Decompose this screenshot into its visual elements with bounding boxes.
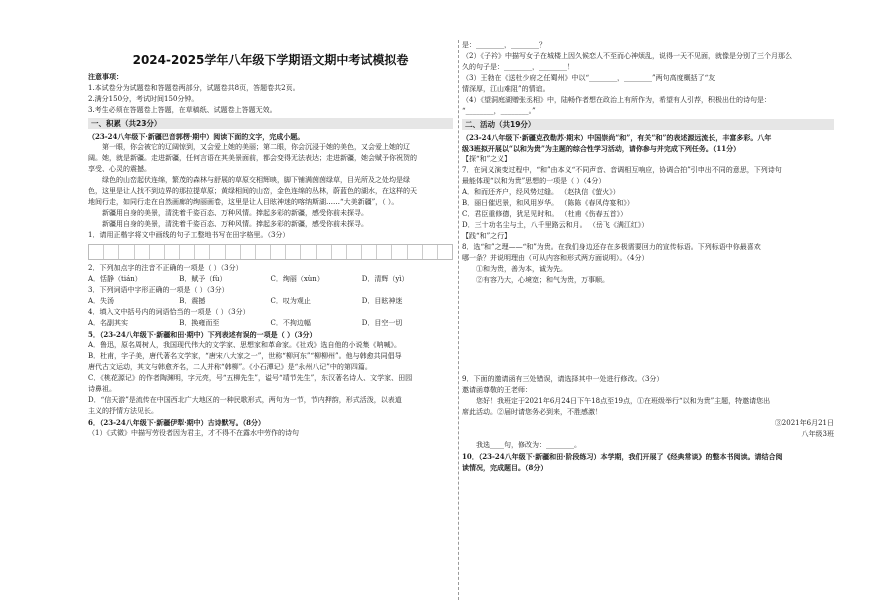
note-item: 2.满分150分，考试时间150分钟。: [88, 95, 199, 103]
option[interactable]: D．目眩神迷: [361, 297, 403, 305]
answer-space[interactable]: [462, 286, 834, 374]
question: 10．（23-24八年级下·新疆和田·阶段练习）本学期，我们开展了《经典常谈》的整本书阅读。请结合阅: [462, 452, 783, 461]
grid-cell[interactable]: [180, 245, 195, 259]
letter-body: 席此活动。②届时请您务必到来，不胜感激！: [462, 408, 602, 416]
option-line[interactable]: D．三十功名尘与土，八千里路云和月。 （岳飞《满江红》）: [462, 221, 649, 229]
option[interactable]: B．换雍而至: [179, 319, 220, 327]
option-line: D．“信天游”是流传在中国西北广大地区的一种民歌形式，两句为一节，节内押韵，形式活泼，以表道: [88, 396, 402, 404]
grid-cell[interactable]: [423, 245, 438, 259]
grid-cell[interactable]: [226, 245, 241, 259]
question: 哪一条？并说明理由（可从内容和形式两方面说明）。（4分）: [462, 254, 649, 262]
note-item: 3.考生必须在答题卷上答题，在草稿纸、试题卷上答题无效。: [88, 106, 277, 114]
answer-line: 是：________，________？: [462, 41, 546, 49]
question: 最能体现“以和为贵”思想的一项是（ ）（4分）: [462, 177, 606, 185]
option[interactable]: B．震撼: [179, 297, 206, 305]
note-item: 1.本试卷分为试题卷和答题卷两部分，试题卷共8页，答题卷共2页。: [88, 84, 300, 92]
grid-cell[interactable]: [301, 245, 316, 259]
grid-cell[interactable]: [195, 245, 210, 259]
slogan-option: ①和为贵，善为本，诚为先。: [476, 265, 567, 273]
grid-cell[interactable]: [362, 245, 377, 259]
passage-line: 绿色的山峦起伏连绵，繁茂的森林与舒展的草原交相辉映，脚下铺满茵茵绿草，目光所及之处均是绿: [102, 176, 410, 184]
options-row: [88, 296, 453, 307]
right-column: [462, 40, 834, 473]
question-sub: （1）《式微》中描写劳役者因为君主，才不得不在露水中劳作的诗句: [88, 429, 299, 437]
question: 读情况，完成题目。（8分）: [462, 463, 548, 472]
question: 7．在词义演变过程中，“和”由本义“不同声音、音调相互响应，协调合拍”引申出不同的意思，下列诗句: [462, 166, 782, 174]
option[interactable]: A．失汤: [88, 297, 115, 305]
option-line: A．鲁迅，原名周树人，我国现代伟大的文学家、思想家和革命家。《社戏》选自他的小说集《呐喊》。: [88, 341, 402, 349]
grid-cell[interactable]: [135, 245, 150, 259]
letter-signature: 八年级3班: [801, 430, 834, 438]
answer-line: 久的句子是：________，________！: [462, 63, 574, 71]
question: 9．下面的邀请函有三处错误，请选择其中一处进行修改。（3分）: [462, 375, 664, 383]
letter-body: 您好！我班定于2021年6月24日下午18点至19点，①在班级举行“以和为贵”主题，特邀请您出: [476, 397, 771, 405]
grid-cell[interactable]: [438, 245, 452, 259]
question-intro: （23-24八年级下·新疆巴音郭楞·期中）阅读下面的文字，完成小题。: [88, 132, 305, 141]
grid-cell[interactable]: [119, 245, 134, 259]
option[interactable]: A．恬静（tián）: [88, 275, 142, 283]
question-sub: （2）《子衿》中描写女子在城楼上因久候恋人不至而心神烦乱，说得一天不见面，就像是分别了三个月那么: [462, 52, 792, 60]
option-line: 主义的抒情方法见长。: [88, 407, 158, 415]
passage-line: 第一眼，你会被它的辽阔惊到，又会爱上她的美丽；第二眼，你会沉浸于她的美色，又会爱上她的辽: [102, 143, 410, 151]
option-line[interactable]: C．君臣重修德，犹足见时和。 （杜甫《伤春五首》）: [462, 210, 628, 218]
grid-cell[interactable]: [347, 245, 362, 259]
option[interactable]: A．名副其实: [88, 319, 129, 327]
grid-cell[interactable]: [256, 245, 271, 259]
column-divider: [458, 40, 459, 600]
question-sub: （4）《望洞庭湖赠张丞相》中，陆畅作者想在政治上有所作为，希望有人引荐，积极出仕的诗句是：: [462, 96, 771, 104]
question-intro: 级3班拟开展以“以和为贵”为主题的综合性学习活动，请你参与并完成下列任务。（11分）: [462, 144, 741, 153]
options-row: [88, 318, 453, 329]
passage-line: 新疆用自身的美景，清洗着千姿百态、万种风情。捧起多彩的新疆，感受你前未探寻。: [102, 220, 368, 228]
grid-cell[interactable]: [408, 245, 423, 259]
grid-cell[interactable]: [241, 245, 256, 259]
page-title: 2024-2025学年八年级下学期语文期中考试模拟卷: [132, 53, 409, 67]
grid-cell[interactable]: [286, 245, 301, 259]
writing-grid[interactable]: [88, 244, 453, 260]
grid-cell[interactable]: [377, 245, 392, 259]
question: 3．下列词语中字形正确的一项是（ ）（3分）: [88, 286, 229, 294]
option-line: 唐代古文运动，其文与韩愈齐名，二人并称“韩柳”。《小石潭记》是“永州八记”中的第四篇。: [88, 363, 372, 371]
option-line[interactable]: A．和而还齐户，经风势过缝。 （赵执信《萤火》）: [462, 188, 620, 196]
option[interactable]: B．赋予（fù）: [179, 275, 227, 283]
passage-line: 地间行走，如同行走在自然画廊的绚丽画卷，这里是让人目眩神迷的喀纳斯湖……“大美新疆”，（ ）。: [88, 198, 399, 206]
question: 1．请用正楷字将文中画线的句子工整地书写在田字格里。（3分）: [88, 231, 290, 239]
answer-line: 我选____句，修改为：________。: [476, 441, 581, 449]
option-line: 诗鼻祖。: [88, 385, 116, 393]
task-heading: 【探“和”之义】: [462, 155, 512, 163]
question-intro: （23-24八年级下·新疆克孜勒苏·期末）中国崇尚“和”，有关“和”的表述源远流长，丰富多彩。八年: [462, 133, 772, 142]
question: 6．（23-24八年级下·新疆伊犁·期中）古诗默写。（8分）: [88, 418, 266, 427]
question: 5．（23-24八年级下·新疆和田·期中）下列表述有误的一项是（ ）（3分）: [88, 330, 317, 339]
section-header: 一、积累（共23分）: [88, 118, 453, 129]
grid-cell[interactable]: [332, 245, 347, 259]
grid-cell[interactable]: [150, 245, 165, 259]
grid-cell[interactable]: [392, 245, 407, 259]
option-line: C．《桃花源记》的作者陶渊明，字元亮，号“五柳先生”，谥号“靖节先生”，东汉著名诗人、文学家、田园: [88, 374, 413, 382]
option[interactable]: C．不拘边幅: [270, 319, 311, 327]
grid-cell[interactable]: [89, 245, 104, 259]
options-row: [88, 274, 453, 285]
grid-cell[interactable]: [317, 245, 332, 259]
passage-line: 新疆用自身的美景，清洗着千姿百态、万种风情。捧起多彩的新疆，感受你前未探寻。: [102, 209, 368, 217]
question: 8．选“和”之理——“和”为贵。在我们身边还存在多极需要回力的宣传标语。下列标语中你最喜欢: [462, 243, 761, 251]
passage-line: 色，这里是让人找不到边界的那拉提草原；黄绿相间的山峦，金色连绵的丛林，蔚蓝色的湖水，在这样的天: [88, 187, 417, 195]
option[interactable]: D．清辉（yì）: [361, 275, 409, 283]
option[interactable]: C．绚丽（xùn）: [270, 275, 324, 283]
grid-cell[interactable]: [210, 245, 225, 259]
question-sub: 情深厚，江山难阻”的情谊。: [462, 85, 550, 93]
question: 4．填入文中括号内的词语恰当的一项是（ ）（3分）: [88, 308, 250, 316]
passage-line: 阔。她，就是新疆。走进新疆，任何言语在其美景面前，都会变得无法表达；走进新疆，她会赋予你祝贺的: [88, 154, 417, 162]
option[interactable]: D．目空一切: [361, 319, 403, 327]
question-sub: （3）王勃在《送杜少府之任蜀州》中以“________，________”两句高度概括了“友: [462, 74, 716, 82]
section-header: 二、活动（共19分）: [462, 119, 834, 130]
grid-cell[interactable]: [271, 245, 286, 259]
option-line[interactable]: B．丽日催迟景，和风用岁华。 （陈陈《春风侍宴和》）: [462, 199, 634, 207]
letter-date: ③2021年6月21日: [774, 419, 834, 427]
passage-line: 享受、心灵的震撼。: [88, 165, 151, 173]
left-column: [88, 72, 453, 439]
task-heading: 【践“和”之行】: [462, 232, 512, 240]
letter-title: 邀请函尊敬的王老师：: [462, 386, 532, 394]
option[interactable]: C．叹为观止: [270, 297, 311, 305]
grid-cell[interactable]: [165, 245, 180, 259]
answer-line: “________，________。”: [462, 107, 536, 115]
option-line: B．杜甫，字子美，唐代著名文学家，“唐宋八大家之一”，世称“柳河东”“柳柳州”。他与韩愈共同倡导: [88, 352, 402, 360]
question: 2．下列加点字的注音不正确的一项是（ ）（3分）: [88, 264, 243, 272]
slogan-option: ②有容乃大，心境宽；和气为贵，万事顺。: [476, 276, 609, 284]
grid-cell[interactable]: [104, 245, 119, 259]
notes-heading: 注意事项：: [88, 73, 123, 81]
